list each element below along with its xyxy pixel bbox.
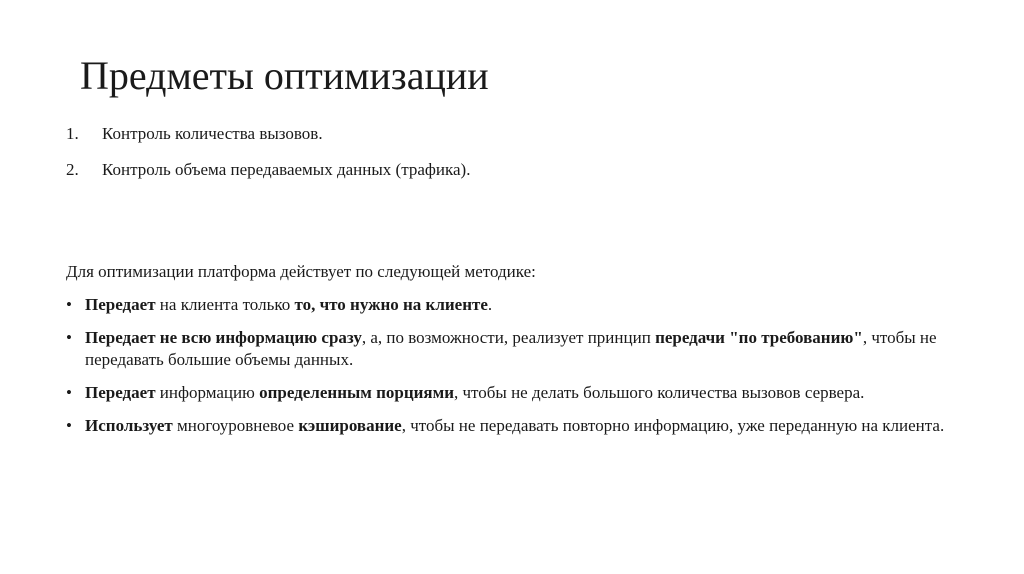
bullet-bold-2: передачи "по требованию" bbox=[655, 328, 863, 347]
bullet-bold-1: Использует bbox=[85, 416, 173, 435]
bullet-item bbox=[66, 294, 966, 316]
numbered-list bbox=[66, 122, 470, 194]
slide-title: Предметы оптимизации bbox=[80, 53, 489, 98]
bullet-plain-1: , а, по возможности, реализует принцип bbox=[361, 328, 656, 347]
bullet-bold-1: Передает bbox=[85, 383, 156, 402]
list-item bbox=[66, 122, 470, 146]
bullet-text bbox=[85, 327, 966, 371]
bullet-icon: • bbox=[66, 383, 72, 402]
bullet-plain-2: , чтобы не передавать большие объемы данных. bbox=[85, 328, 937, 369]
bullet-plain-1: многоуровневое bbox=[172, 416, 299, 435]
bullet-icon: • bbox=[66, 416, 72, 435]
bullet-bold-1: Передает не всю информацию сразу bbox=[85, 328, 362, 347]
bullet-text bbox=[85, 382, 966, 404]
bullet-bold-2: то, что нужно на клиенте bbox=[294, 295, 488, 314]
bullet-bold-2: определенным порциями bbox=[259, 383, 454, 402]
bullet-list bbox=[66, 294, 966, 448]
bullet-plain-2: , чтобы не передавать повторно информацию, уже переданную на клиента. bbox=[401, 416, 945, 435]
bullet-item bbox=[66, 327, 966, 371]
bullet-plain-1: на клиента только bbox=[155, 295, 295, 314]
intro-text: Для оптимизации платформа действует по следующей методике: bbox=[66, 262, 536, 281]
bullet-plain-2: . bbox=[487, 295, 493, 314]
bullet-plain-2: , чтобы не делать большого количества вызовов сервера. bbox=[454, 383, 865, 402]
bullet-item bbox=[66, 382, 966, 404]
list-item-text: Контроль количества вызовов. bbox=[102, 124, 323, 143]
bullet-icon: • bbox=[66, 328, 72, 347]
bullet-bold-2: кэширование bbox=[298, 416, 402, 435]
list-item-number: 2. bbox=[66, 160, 79, 179]
bullet-icon: • bbox=[66, 295, 72, 314]
list-item-number: 1. bbox=[66, 124, 79, 143]
bullet-bold-1: Передает bbox=[85, 295, 156, 314]
list-item bbox=[66, 158, 470, 182]
list-item-text: Контроль объема передаваемых данных (трафика). bbox=[102, 160, 471, 179]
bullet-text bbox=[85, 294, 966, 316]
bullet-item bbox=[66, 415, 966, 437]
bullet-text bbox=[85, 415, 966, 437]
bullet-plain-1: информацию bbox=[155, 383, 260, 402]
